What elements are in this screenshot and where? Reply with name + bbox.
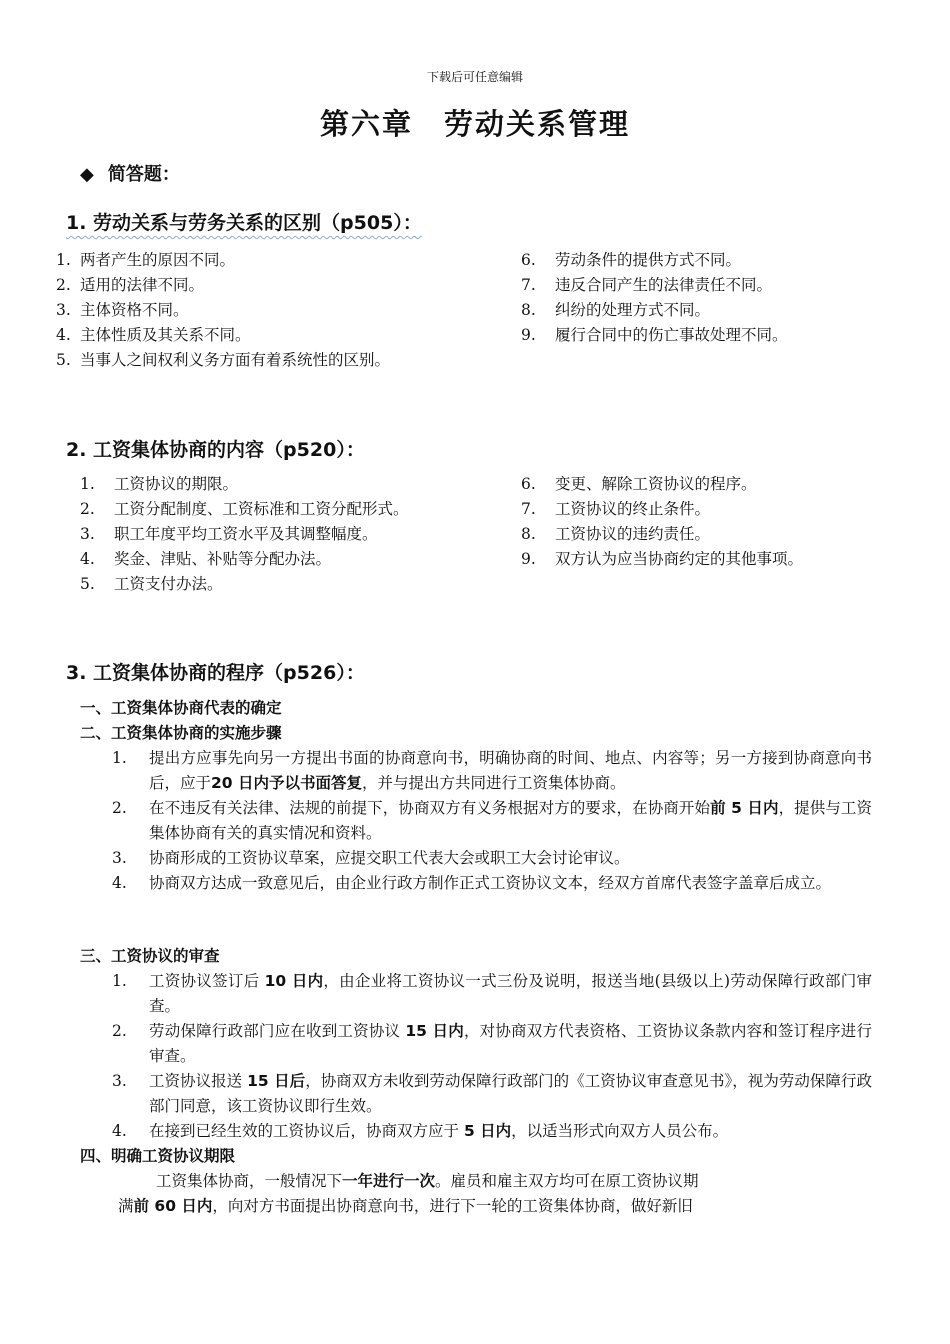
step-text: 协商双方达成一致意见后，由企业行政方制作正式工资协议文本，经双方首席代表签字盖章后成立。 bbox=[149, 874, 832, 892]
list-text: 工资协议的违约责任。 bbox=[555, 525, 711, 543]
part-2-step bbox=[112, 746, 872, 796]
part-1-heading: 一、工资集体协商代表的确定 bbox=[80, 699, 282, 717]
section-1-item bbox=[521, 248, 788, 273]
section-2-item bbox=[80, 497, 409, 522]
list-number: 2. bbox=[80, 500, 95, 518]
list-number: 7. bbox=[521, 276, 536, 294]
list-number: 5. bbox=[56, 351, 71, 369]
list-text: 变更、解除工资协议的程序。 bbox=[555, 475, 757, 493]
part-4-heading: 四、明确工资协议期限 bbox=[80, 1147, 236, 1165]
list-text: 违反合同产生的法律责任不同。 bbox=[555, 276, 773, 294]
step-text: ，并与提出方共同进行工资集体协商。 bbox=[361, 774, 626, 792]
step-number: 3. bbox=[112, 1072, 127, 1090]
list-number: 5. bbox=[80, 575, 95, 593]
step-emphasis: 前 5 日内 bbox=[710, 799, 779, 817]
step-number: 1. bbox=[112, 749, 127, 767]
list-number: 2. bbox=[56, 276, 71, 294]
list-number: 4. bbox=[80, 550, 95, 568]
section-1-item bbox=[521, 273, 788, 298]
list-text: 当事人之间权利义务方面有着系统性的区别。 bbox=[80, 351, 391, 369]
section-1-item bbox=[56, 323, 390, 348]
part-4-line-1-text-end: 。雇员和雇主双方均可在原工资协议期 bbox=[435, 1172, 699, 1190]
list-text: 主体性质及其关系不同。 bbox=[80, 326, 251, 344]
step-emphasis: 5 日内 bbox=[463, 1122, 512, 1140]
list-text: 工资分配制度、工资标准和工资分配形式。 bbox=[114, 500, 409, 518]
part-3-step bbox=[112, 1019, 872, 1069]
step-number: 4. bbox=[112, 874, 127, 892]
section-2-item bbox=[521, 472, 803, 497]
step-text: 提出方应事先向另一方提出书面的协商意向书，明确协商的时间、地点、内容等；另一方接到协商意向书后，应于 bbox=[149, 749, 872, 792]
step-text: ，由企业将工资协议一式三份及说明，报送当地(县级以上)劳动保障行政部门审查。 bbox=[149, 972, 872, 1015]
list-number: 9. bbox=[521, 550, 536, 568]
list-number: 8. bbox=[521, 301, 536, 319]
short-answer-label: 简答题： bbox=[107, 164, 180, 185]
step-text: 在接到已经生效的工资协议后，协商双方应于 bbox=[149, 1122, 464, 1140]
list-text: 双方认为应当协商约定的其他事项。 bbox=[555, 550, 804, 568]
section-2-right-list bbox=[521, 472, 803, 572]
section-1-item bbox=[521, 298, 788, 323]
list-number: 9. bbox=[521, 326, 536, 344]
step-text: 劳动保障行政部门应在收到工资协议 bbox=[149, 1022, 406, 1040]
step-text: ，协商双方未收到劳动保障行政部门的《工资协议审查意见书》，视为劳动保障行政部门同意，该工资协议即行生效。 bbox=[149, 1072, 872, 1115]
list-text: 纠纷的处理方式不同。 bbox=[555, 301, 711, 319]
section-2-left-list bbox=[80, 472, 409, 597]
step-number: 2. bbox=[112, 1022, 127, 1040]
step-text: ，对协商双方代表资格、工资协议条款内容和签订程序进行审查。 bbox=[149, 1022, 872, 1065]
step-number: 3. bbox=[112, 849, 127, 867]
list-text: 适用的法律不同。 bbox=[80, 276, 205, 294]
section-2-item bbox=[521, 522, 803, 547]
section-1-heading-text: 1. 劳动关系与劳务关系的区别（p505）： bbox=[66, 212, 422, 234]
header-note: 下载后可任意编辑 bbox=[426, 70, 523, 84]
list-text: 奖金、津贴、补贴等分配办法。 bbox=[114, 550, 332, 568]
short-answer-heading bbox=[80, 160, 180, 186]
section-2-item bbox=[80, 522, 409, 547]
part-4-line-2-text: 满 bbox=[118, 1197, 134, 1215]
part-2-heading: 二、工资集体协商的实施步骤 bbox=[80, 724, 282, 742]
list-text: 主体资格不同。 bbox=[80, 301, 189, 319]
part-2-step bbox=[112, 796, 872, 846]
part-2-step bbox=[112, 846, 872, 871]
section-1-heading bbox=[66, 208, 422, 235]
step-text: 协商形成的工资协议草案，应提交职工代表大会或职工大会讨论审议。 bbox=[149, 849, 630, 867]
step-text: 在不违反有关法律、法规的前提下，协商双方有义务根据对方的要求，在协商开始 bbox=[149, 799, 711, 817]
step-text: ，提供与工资集体协商有关的真实情况和资料。 bbox=[149, 799, 873, 842]
section-1-left-list bbox=[56, 248, 390, 373]
step-emphasis: 15 日后 bbox=[247, 1072, 306, 1090]
list-text: 履行合同中的伤亡事故处理不同。 bbox=[555, 326, 788, 344]
step-emphasis: 15 日内 bbox=[405, 1022, 464, 1040]
list-text: 职工年度平均工资水平及其调整幅度。 bbox=[114, 525, 378, 543]
list-text: 两者产生的原因不同。 bbox=[80, 251, 236, 269]
step-number: 4. bbox=[112, 1122, 127, 1140]
step-number: 1. bbox=[112, 972, 127, 990]
part-2-step bbox=[112, 871, 872, 896]
list-text: 劳动条件的提供方式不同。 bbox=[555, 251, 742, 269]
step-text: 工资协议报送 bbox=[149, 1072, 248, 1090]
step-text: 工资协议签订后 bbox=[149, 972, 265, 990]
part-2-steps bbox=[112, 746, 872, 896]
part-3-heading: 三、工资协议的审查 bbox=[80, 947, 220, 965]
diamond-bullet-icon: ◆ bbox=[80, 164, 94, 185]
part-4-line-1 bbox=[156, 1169, 699, 1194]
section-1-right-list bbox=[521, 248, 788, 348]
step-emphasis: 20 日内予以书面答复 bbox=[211, 774, 362, 792]
part-4-line-2 bbox=[118, 1194, 693, 1219]
section-1-item bbox=[56, 273, 390, 298]
part-3-step bbox=[112, 1119, 872, 1144]
section-2-item bbox=[80, 472, 409, 497]
section-1-item bbox=[521, 323, 788, 348]
list-number: 3. bbox=[80, 525, 95, 543]
list-number: 6. bbox=[521, 475, 536, 493]
list-text: 工资支付办法。 bbox=[114, 575, 223, 593]
list-number: 1. bbox=[80, 475, 95, 493]
list-number: 1. bbox=[56, 251, 71, 269]
section-3-heading: 3. 工资集体协商的程序（p526）： bbox=[66, 662, 365, 684]
part-3-step bbox=[112, 969, 872, 1019]
list-number: 4. bbox=[56, 326, 71, 344]
list-number: 7. bbox=[521, 500, 536, 518]
list-number: 6. bbox=[521, 251, 536, 269]
part-3-step bbox=[112, 1069, 872, 1119]
step-number: 2. bbox=[112, 799, 127, 817]
section-2-item bbox=[521, 547, 803, 572]
section-2-item bbox=[521, 497, 803, 522]
list-number: 8. bbox=[521, 525, 536, 543]
section-2-item bbox=[80, 547, 409, 572]
section-2-heading: 2. 工资集体协商的内容（p520）： bbox=[66, 439, 365, 461]
list-number: 3. bbox=[56, 301, 71, 319]
part-4-line-2-emphasis: 前 60 日内 bbox=[133, 1197, 213, 1215]
part-4-line-1-emphasis: 一年进行一次 bbox=[342, 1172, 436, 1190]
section-1-item bbox=[56, 248, 390, 273]
part-3-steps bbox=[112, 969, 872, 1144]
list-text: 工资协议的终止条件。 bbox=[555, 500, 711, 518]
section-2-item bbox=[80, 572, 409, 597]
section-1-item bbox=[56, 348, 390, 373]
section-1-item bbox=[56, 298, 390, 323]
chapter-title: 第六章 劳动关系管理 bbox=[319, 107, 630, 141]
list-text: 工资协议的期限。 bbox=[114, 475, 239, 493]
part-4-line-2-text-end: ，向对方书面提出协商意向书，进行下一轮的工资集体协商，做好新旧 bbox=[212, 1197, 693, 1215]
part-4-line-1-text: 工资集体协商，一般情况下 bbox=[156, 1172, 343, 1190]
step-emphasis: 10 日内 bbox=[264, 972, 324, 990]
step-text: ，以适当形式向双方人员公布。 bbox=[511, 1122, 729, 1140]
